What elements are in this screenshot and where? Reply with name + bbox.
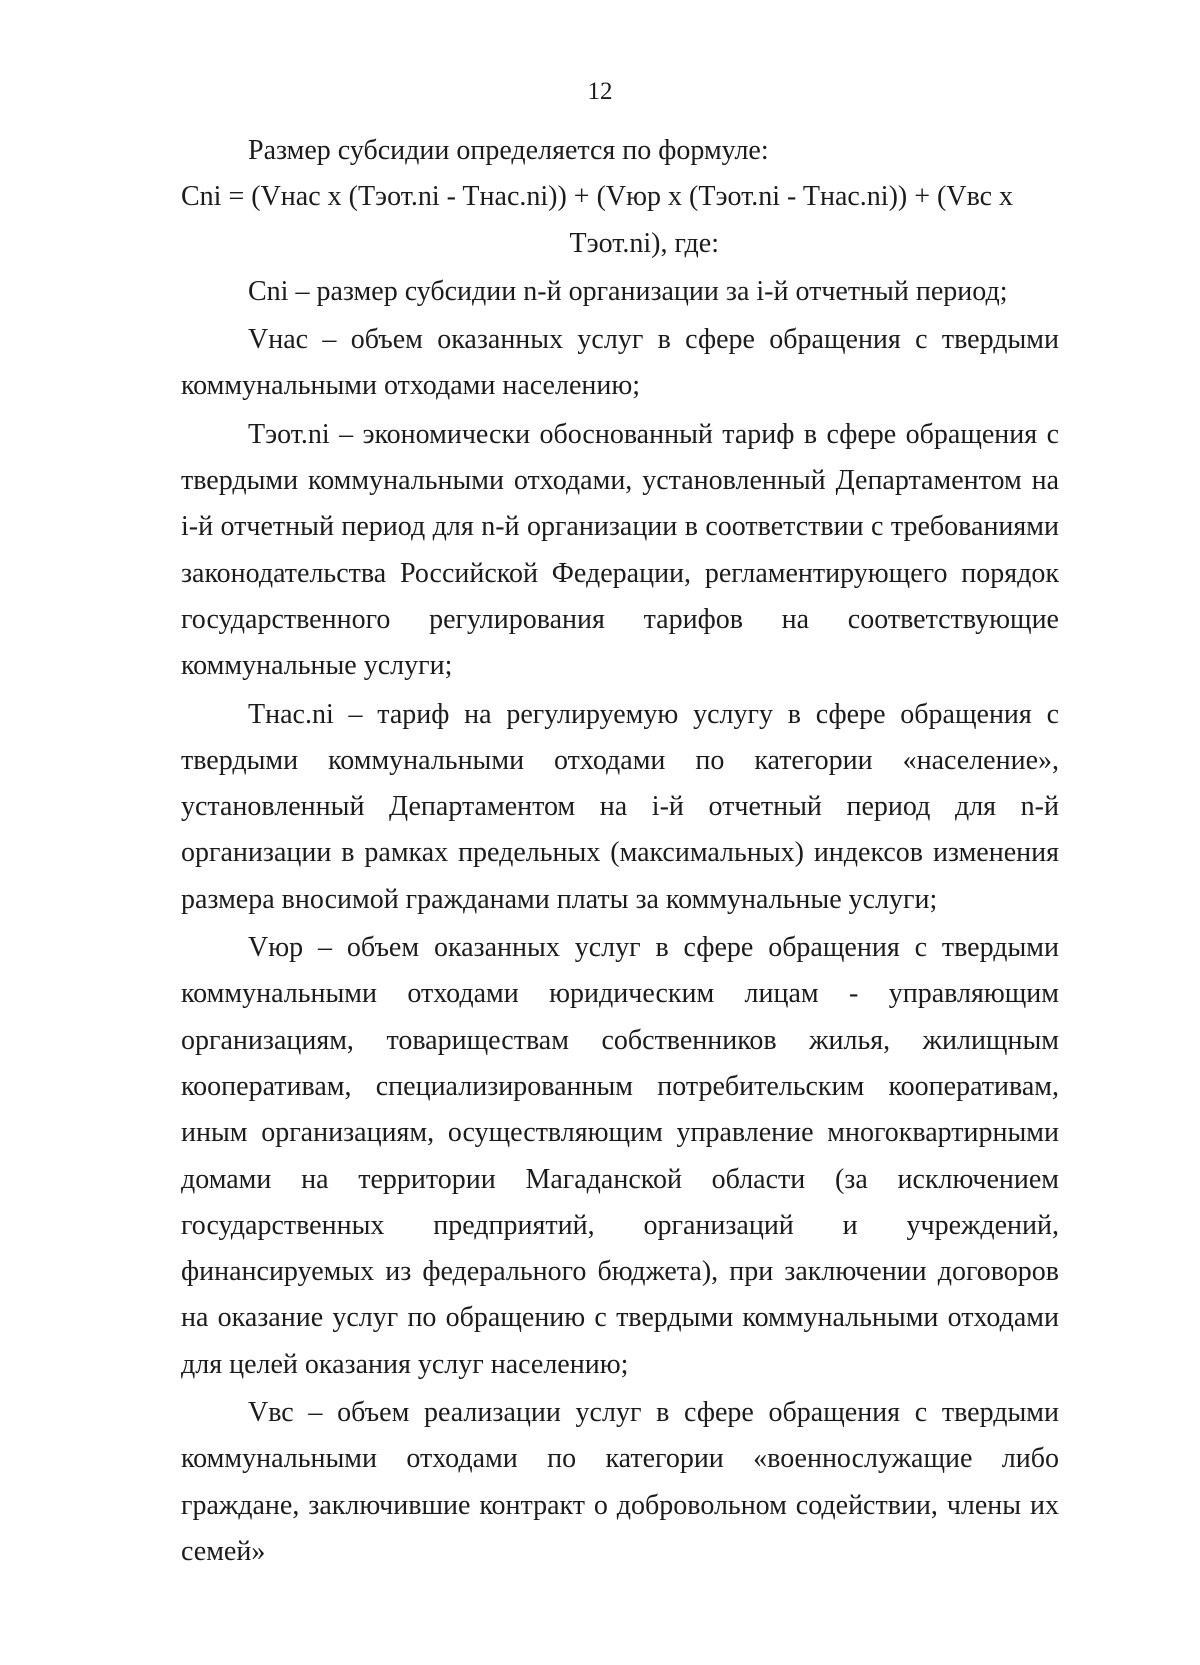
- definition-vvs: Vвс – объем реализации услуг в сфере обращения с твердыми коммунальными отходами по категории «военнослужащие либо граждане, заключившие контракт о добровольном содействии, члены их семей»: [181, 1397, 1059, 1567]
- definition-teot: Tэот.ni – экономически обоснованный тариф в сфере обращения с твердыми коммунальными отходами, установленный Департаментом на i-й отчетный период для n-й организации в соответствии с требованиями законодательства Российской Федерации, регламентирующего порядок государственного регулирования тарифов на соответствующие коммунальные услуги;: [181, 418, 1059, 682]
- formula-line-1: Cni = (Vнас x (Tэот.ni - Tнас.ni)) + (Vюр x (Tэот.ni - Tнас.ni)) + (Vвс x: [181, 181, 1014, 213]
- formula-line-2: Tэот.ni), где:: [569, 227, 719, 259]
- page-number: 12: [587, 78, 613, 105]
- definition-vnas: Vнас – объем оказанных услуг в сфере обращения с твердыми коммунальными отходами населению;: [181, 324, 1059, 402]
- definition-vyur: Vюр – объем оказанных услуг в сфере обращения с твердыми коммунальными отходами юридическим лицам - управляющим организациям, товариществам собственников жилья, жилищным кооперативам, специализированным потребительским кооперативам, иным организациям, осуществляющим управление многоквартирными домами на территории Магаданской области (за исключением государственных предприятий, организаций и учреждений, финансируемых из федерального бюджета), при заключении договоров на оказание услуг по обращению с твердыми коммунальными отходами для целей оказания услуг населению;: [181, 932, 1059, 1380]
- definition-tnas: Tнас.ni – тариф на регулируемую услугу в сфере обращения с твердыми коммунальными отходами по категории «население», установленный Департаментом на i-й отчетный период для n-й организации в рамках предельных (максимальных) индексов изменения размера вносимой гражданами платы за коммунальные услуги;: [181, 698, 1059, 915]
- formula-intro: Размер субсидии определяется по формуле:: [248, 135, 769, 166]
- document-body: [181, 128, 1059, 1575]
- definition-cni: Cni – размер субсидии n-й организации за i-й отчетный период;: [248, 275, 1008, 307]
